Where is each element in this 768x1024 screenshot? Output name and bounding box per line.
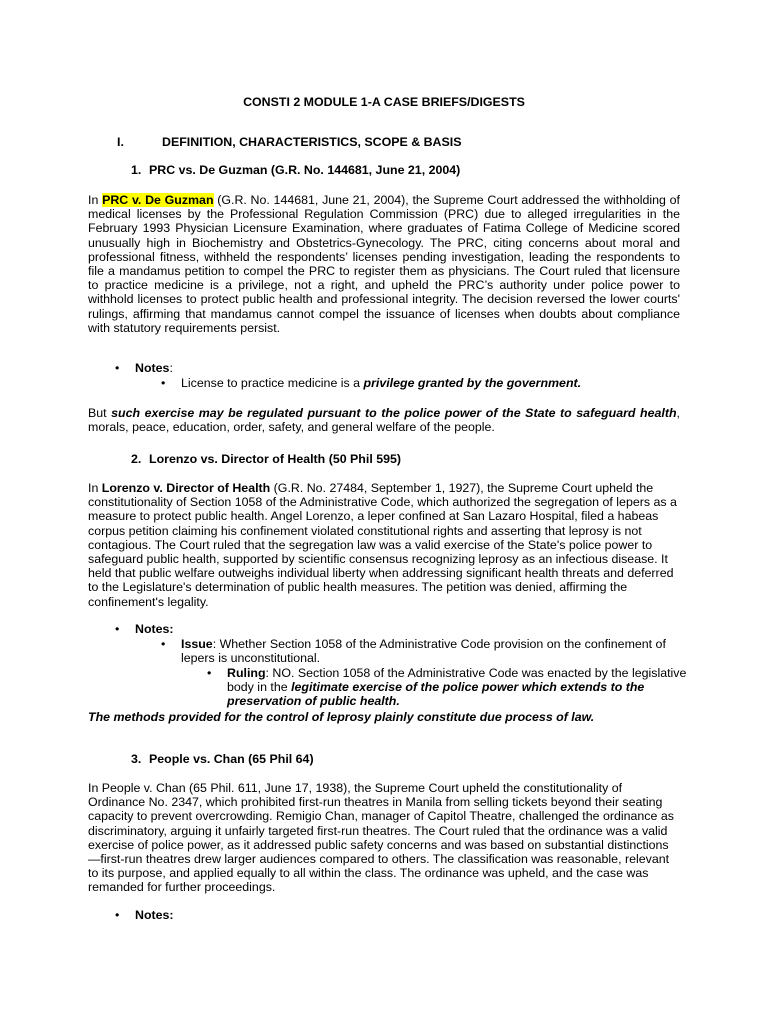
notes-bullet [115,622,174,636]
bullet-icon: • [115,622,120,636]
text-run: : [169,361,173,375]
section-title: DEFINITION, CHARACTERISTICS, SCOPE & BASIS [162,135,462,149]
emphasis-text: such exercise may be regulated pursuant to the police power of the State to safeguard health [111,406,677,420]
text-run: But [88,406,112,420]
notes-bullet [115,908,174,922]
case-title: Lorenzo vs. Director of Health (50 Phil 595) [149,452,402,466]
section-numeral: I. [117,135,124,149]
text-run: In [88,481,102,495]
bullet-icon: • [115,361,120,375]
case-number: 2. [131,452,142,466]
note-item [161,376,582,390]
emphasis-text: legitimate exercise of the police power which extends to the preservation of public health. [227,680,645,709]
text-run: (G.R. No. 144681, June 21, 2004), the Supreme Court addressed the withholding of medical licenses by the Professional Regulation Commission (PRC) due to alleged irregularities in the February 1993 Physician Licensure Examination, where graduates of Fatima College of Medicine scored unusually high in Biochemistry and Obstetrics-Gynecology. The PRC, citing concerns about moral and professional fitness, withheld the respondents’ licenses pending investigation, leading the respondents to file a mandamus petition to compel the PRC to register them as physicians. The Court ruled that licensure to practice medicine is a privilege, not a right, and upheld the PRC’s authority under police power to withhold licenses to protect public health and professional integrity. The decision reversed the lower courts' rulings, affirming that mandamus cannot compel the issuance of licenses when doubts about compliance with statutory requirements persist. [88,193,680,335]
notes-label: Notes: [135,622,174,636]
notes-label: Notes [135,361,170,375]
case-heading-lorenzo [131,452,401,466]
issue-label: Issue [181,637,213,651]
issue-item [161,637,681,666]
case-paragraph-prc-de-guzman [88,193,680,335]
closing-statement: The methods provided for the control of leprosy plainly constitute due process of law. [88,710,595,724]
bullet-icon: • [161,637,166,651]
text-run: : NO. Section 1058 of the Administrative Code was enacted by the legislative body in the [227,666,687,695]
text-run: In [88,193,103,207]
case-paragraph-people-chan: In People v. Chan (65 Phil. 611, June 17, 1938), the Supreme Court upheld the constitutionality of Ordinance No. 2347, which prohibited first-run theatres in Manila from selling tickets beyond their seating capacity to prevent overcrowding. Remigio Chan, manager of Capitol Theatre, challenged the ordinance as discriminatory, arguing it unfairly targeted first-run theatres. The Court ruled that the ordinance was a valid exercise of police power, as it addressed public safety concerns and was based on substantial distinctions—first-run theatres drew larger audiences compared to others. The classification was reasonable, relevant to its purpose, and applied equally to all within the class. The ordinance was upheld, and the case was remanded for further proceedings. [88,781,674,895]
case-paragraph-lorenzo [88,481,680,609]
bullet-icon: • [115,908,120,922]
case-heading-people-chan [131,752,314,766]
text-run: (G.R. No. 27484, September 1, 1927), the Supreme Court upheld the constitutionality of Section 1058 of the Administrative Code, which authorized the segregation of lepers as a measure to protect public health. Angel Lorenzo, a leper confined at San Lazaro Hospital, filed a habeas corpus petition claiming his confinement violated constitutional rights and asserting that leprosy is not contagious. The Court ruled that the segregation law was a valid exercise of the State's police power to safeguard public health, supported by scientific consensus recognizing leprosy as an infectious disease. It held that public welfare outweighs individual liberty when addressing significant health threats and deferred to the Legislature's determination of public health measures. The petition was denied, affirming the confinement's legality. [88,481,677,609]
bullet-icon: • [207,666,212,680]
bold-case-name: Lorenzo v. Director of Health [101,481,271,495]
document-title: CONSTI 2 MODULE 1-A CASE BRIEFS/DIGESTS [243,95,525,109]
notes-label: Notes: [135,908,174,922]
case-heading-prc-de-guzman [131,163,460,177]
case-title: PRC vs. De Guzman (G.R. No. 144681, June 21, 2004) [149,163,461,177]
case-number: 3. [131,752,142,766]
case-number: 1. [131,163,142,177]
emphasis-text: privilege granted by the government. [363,376,582,390]
case-title: People vs. Chan (65 Phil 64) [149,752,314,766]
ruling-label: Ruling [227,666,266,680]
highlighted-case-name: PRC v. De Guzman [102,193,214,207]
text-run: : Whether Section 1058 of the Administrative Code provision on the confinement of lepers is unconstitutional. [181,637,666,666]
text-run: License to practice medicine is a [181,376,364,390]
ruling-item [207,666,687,709]
case-paragraph-police-power [88,406,680,434]
text-run: , morals, peace, education, order, safety, and general welfare of the people. [88,406,680,435]
section-heading [117,135,461,149]
bullet-icon: • [161,376,166,390]
notes-bullet [115,361,173,375]
